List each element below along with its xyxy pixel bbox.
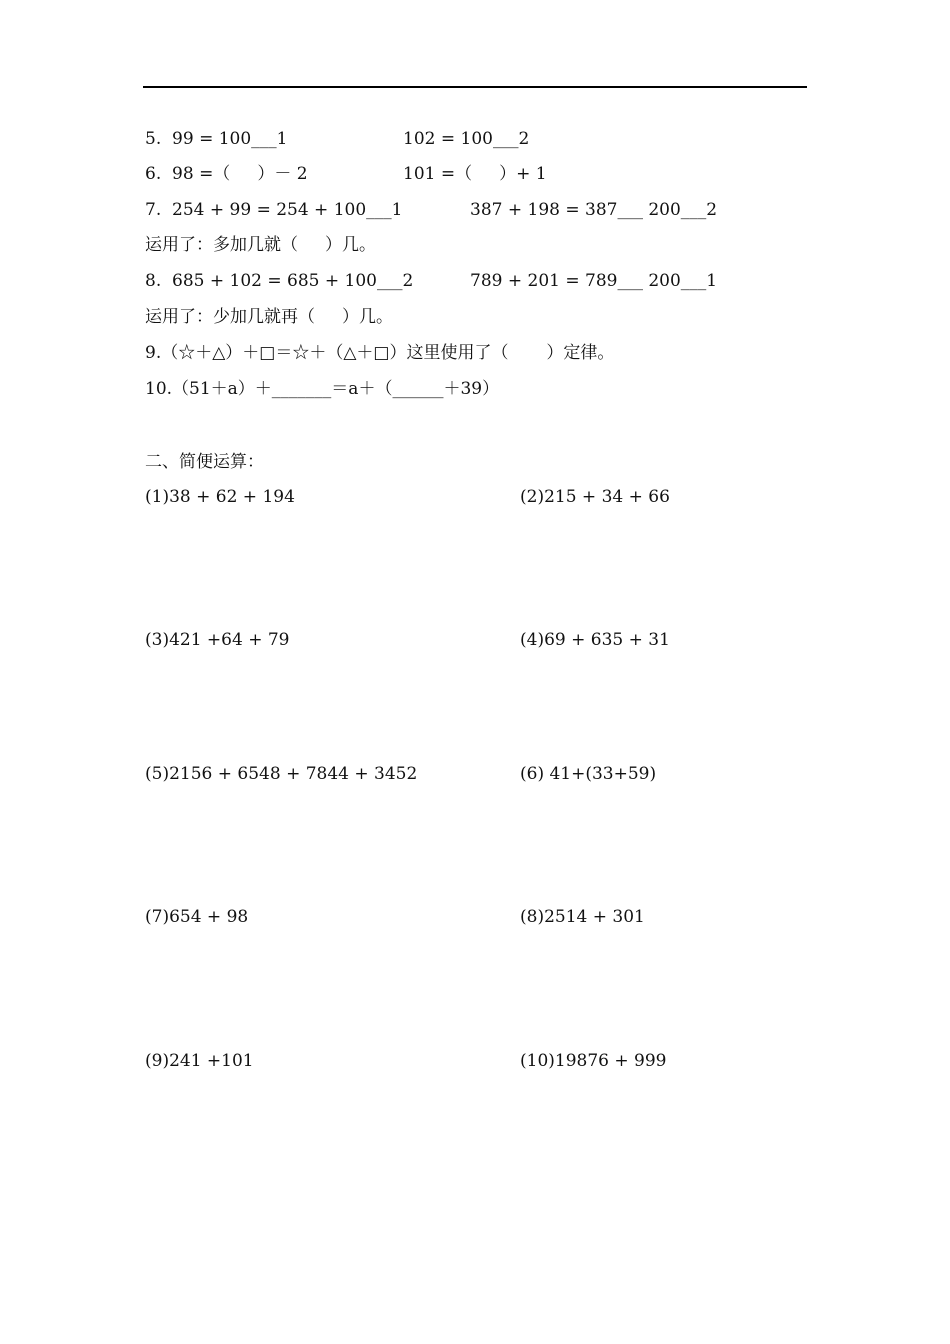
- header-rule: [143, 86, 807, 88]
- question-5b: 102 = 100___2: [403, 129, 530, 149]
- question-7-note: 运用了：多加几就（ ）几。: [145, 235, 377, 255]
- problem-9: (9)241 +101: [145, 1051, 254, 1071]
- problem-2: (2)215 + 34 + 66: [520, 487, 670, 507]
- question-7b: 387 + 198 = 387___ 200___2: [470, 200, 718, 220]
- question-9: 9.（☆＋△）＋□＝☆＋（△＋□）这里使用了（ ）定律。: [145, 343, 615, 363]
- question-8a: 8. 685 + 102 = 685 + 100___2: [145, 271, 414, 291]
- problem-7: (7)654 + 98: [145, 907, 249, 927]
- problem-10: (10)19876 + 999: [520, 1051, 667, 1071]
- problem-3: (3)421 +64 + 79: [145, 630, 290, 650]
- question-8-note: 运用了：少加几就再（ ）几。: [145, 307, 394, 327]
- question-6b: 101 =（ ）+ 1: [403, 164, 547, 184]
- question-7a: 7. 254 + 99 = 254 + 100___1: [145, 200, 403, 220]
- problem-6: (6) 41+(33+59): [520, 764, 657, 784]
- problem-4: (4)69 + 635 + 31: [520, 630, 670, 650]
- problem-8: (8)2514 + 301: [520, 907, 645, 927]
- problem-5: (5)2156 + 6548 + 7844 + 3452: [145, 764, 418, 784]
- question-5a: 5. 99 = 100___1: [145, 129, 288, 149]
- question-10: 10.（51＋a）＋_______＝a＋（______＋39）: [145, 379, 500, 399]
- problem-1: (1)38 + 62 + 194: [145, 487, 295, 507]
- question-6a: 6. 98 =（ ）－ 2: [145, 164, 308, 184]
- section-2-heading: 二、简便运算：: [145, 452, 264, 472]
- question-8b: 789 + 201 = 789___ 200___1: [470, 271, 718, 291]
